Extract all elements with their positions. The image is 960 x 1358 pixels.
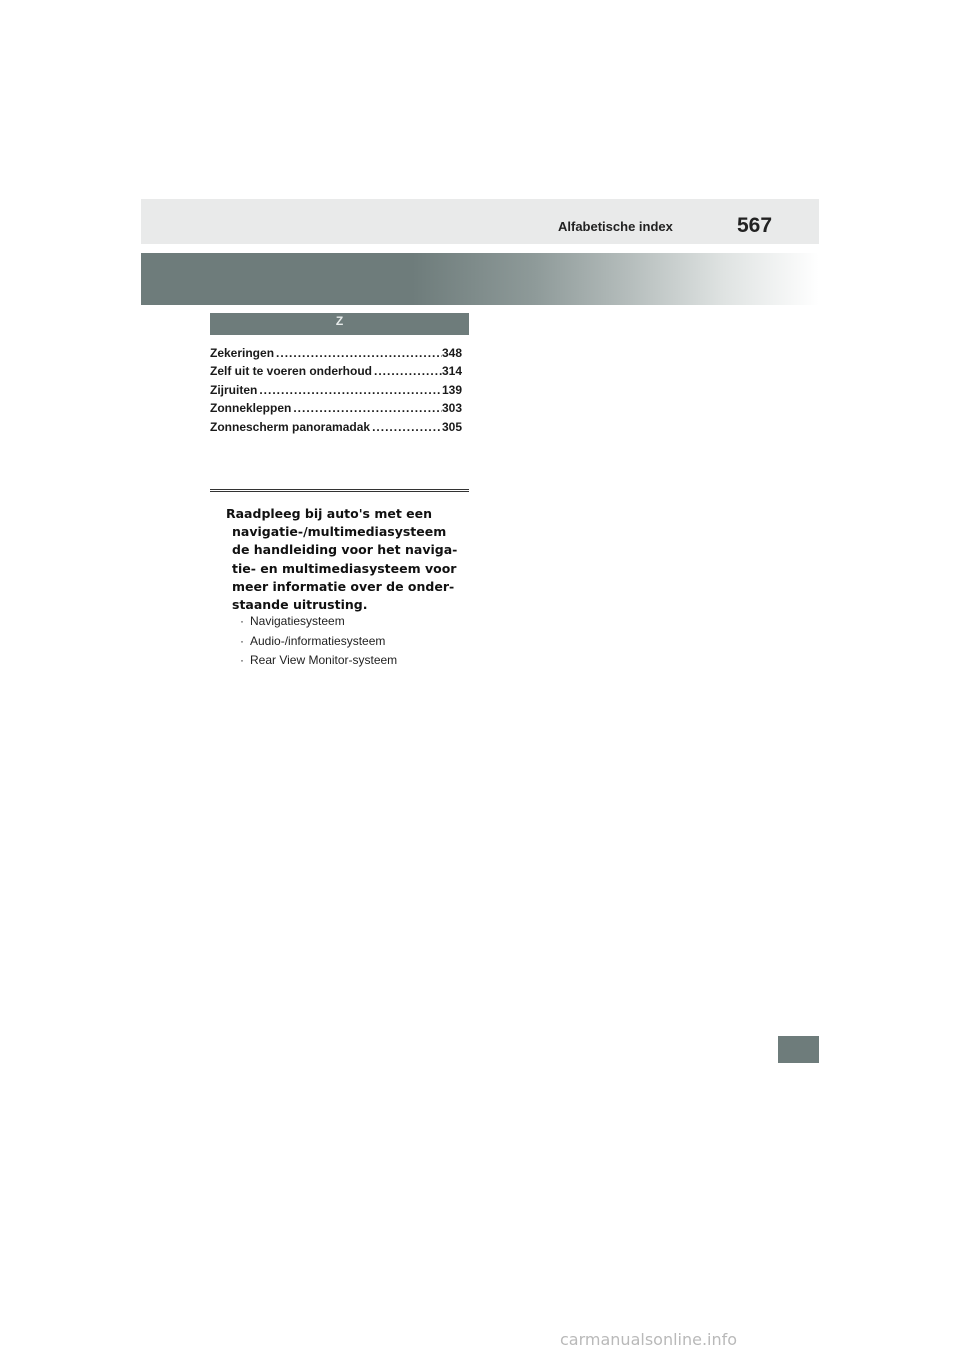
- index-page-ref: 303: [441, 401, 462, 416]
- list-item: [240, 651, 397, 671]
- index-page-ref: 314: [441, 364, 462, 379]
- double-rule-divider: [210, 489, 469, 492]
- dot-leader: [274, 344, 442, 362]
- index-term: Zonnescherm panoramadak: [210, 419, 371, 434]
- index-entry[interactable]: [210, 399, 462, 417]
- index-page-ref: 305: [441, 419, 462, 434]
- notice-line: staande uitrusting.: [232, 597, 368, 613]
- dot-leader: [257, 381, 442, 399]
- notice-line: tie- en multimediasysteem voor: [232, 560, 457, 576]
- list-item: [240, 632, 397, 652]
- bullet-mark: ·: [240, 653, 244, 667]
- page-number: 567: [737, 214, 773, 237]
- notice-line: Raadpleeg bij auto's met een: [226, 506, 432, 521]
- bullet-mark: ·: [240, 633, 244, 648]
- navigation-notice: [226, 505, 471, 614]
- equipment-list: [240, 612, 397, 671]
- index-term: Zekeringen: [210, 346, 275, 360]
- index-section-header: Z: [210, 313, 469, 335]
- index-page-ref: 348: [441, 346, 462, 360]
- watermark: carmanualsonline.info: [560, 1330, 738, 1349]
- index-term: Zelf uit te voeren onderhoud: [210, 364, 373, 379]
- index-entry[interactable]: [210, 381, 462, 399]
- dot-leader: [372, 362, 442, 380]
- notice-line: meer informatie over de onder-: [232, 578, 455, 594]
- dot-leader: [291, 399, 442, 417]
- chapter-side-tab: [778, 1036, 819, 1063]
- index-page-ref: 139: [441, 382, 462, 397]
- index-term: Zonnekleppen: [210, 401, 292, 416]
- list-item-label: Navigatiesysteem: [250, 614, 345, 628]
- page-header-bar: [141, 199, 819, 244]
- dot-leader: [370, 418, 442, 436]
- bullet-mark: ·: [240, 614, 244, 628]
- index-list: [210, 344, 462, 436]
- index-entry[interactable]: [210, 418, 462, 436]
- list-item-label: Rear View Monitor-systeem: [250, 653, 398, 667]
- index-entry[interactable]: [210, 344, 462, 362]
- page-header-title: Alfabetische index: [558, 219, 673, 234]
- decorative-gradient-band: [141, 253, 819, 305]
- index-term: Zijruiten: [210, 382, 258, 397]
- list-item: [240, 612, 397, 632]
- notice-line: navigatie-/multimediasysteem: [232, 524, 447, 540]
- index-entry[interactable]: [210, 362, 462, 380]
- notice-line: de handleiding voor het naviga-: [232, 542, 458, 558]
- list-item-label: Audio-/informatiesysteem: [250, 633, 386, 648]
